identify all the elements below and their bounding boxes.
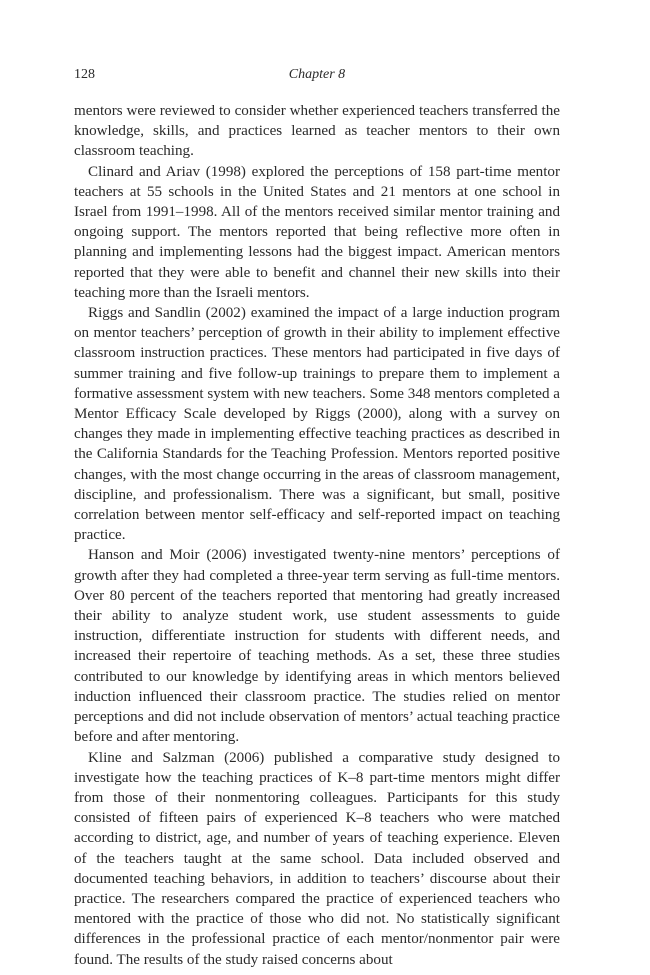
paragraph-clinard-ariav: Clinard and Ariav (1998) explored the perceptions of 158 part-time mentor teachers at 55 schools in the United States and 21 mentors at one school in Israel from 1991–1998. All of the mentors received similar mentor training and ongoing support. The mentors reported that being reflective more often in planning and implementing lessons had the biggest impact. American mentors reported that they were able to benefit and channel their new skills into their teaching more than the Israeli mentors. <box>74 163 560 301</box>
running-head: Chapter 8 <box>288 67 346 82</box>
paragraph-kline-salzman: Kline and Salzman (2006) published a comparative study designed to investigate how the teaching practices of K–8 part-time mentors might differ from those of their nonmentoring colleagues. Participants for this study consisted of fifteen pairs of experienced K–8 teachers who were matched according to district, age, and number of years of teaching experience. Eleven of the teachers taught at the same school. Data included observed and documented teaching behaviors, in addition to teachers’ discourse about their practice. The researchers compared the practice of experienced teachers who mentored with the practice of those who did not. No statistically significant differences in the professional practice of each mentor/​nonmentor pair were found. The results of the study raised concerns about <box>74 749 560 968</box>
body-text <box>74 101 560 970</box>
page-number: 128 <box>74 67 95 82</box>
page-header <box>74 67 560 87</box>
paragraph-riggs-sandlin: Riggs and Sandlin (2002) examined the impact of a large induction program on mentor teachers’ perception of growth in their ability to implement effective classroom instruction practices. These mentors had participated in five days of summer training and five follow-up trainings to prepare them to implement a formative assessment system with new teachers. Some 348 mentors completed a Mentor Efficacy Scale developed by Riggs (2000), along with a survey on changes they made in implementing effective teaching practices as described in the California Standards for the Teaching Profession. Mentors reported positive changes, with the most change occurring in the areas of classroom management, discipline, and professionalism. There was a significant, but small, positive correlation between mentor self-efficacy and self-reported impact on teaching practice. <box>74 305 560 544</box>
paragraph-continuation: mentors were reviewed to consider whether experienced teachers transferred the knowledge, skills, and practices learned as teacher mentors to their own classroom teaching. <box>74 103 560 160</box>
paragraph-hanson-moir: Hanson and Moir (2006) investigated twenty-nine mentors’ perceptions of growth after they had completed a three-year term serving as full-time mentors. Over 80 percent of the teachers reported that mentoring had greatly increased their ability to analyze student work, use student assessments to guide instruction, differentiate instruction for students with different needs, and increased their repertoire of teaching methods. As a set, these three studies contributed to our knowledge by identifying areas in which mentors believed induction influenced their classroom practice. The studies relied on mentor perceptions and did not include observation of mentors’ actual teaching practice before and after mentoring. <box>74 547 560 746</box>
